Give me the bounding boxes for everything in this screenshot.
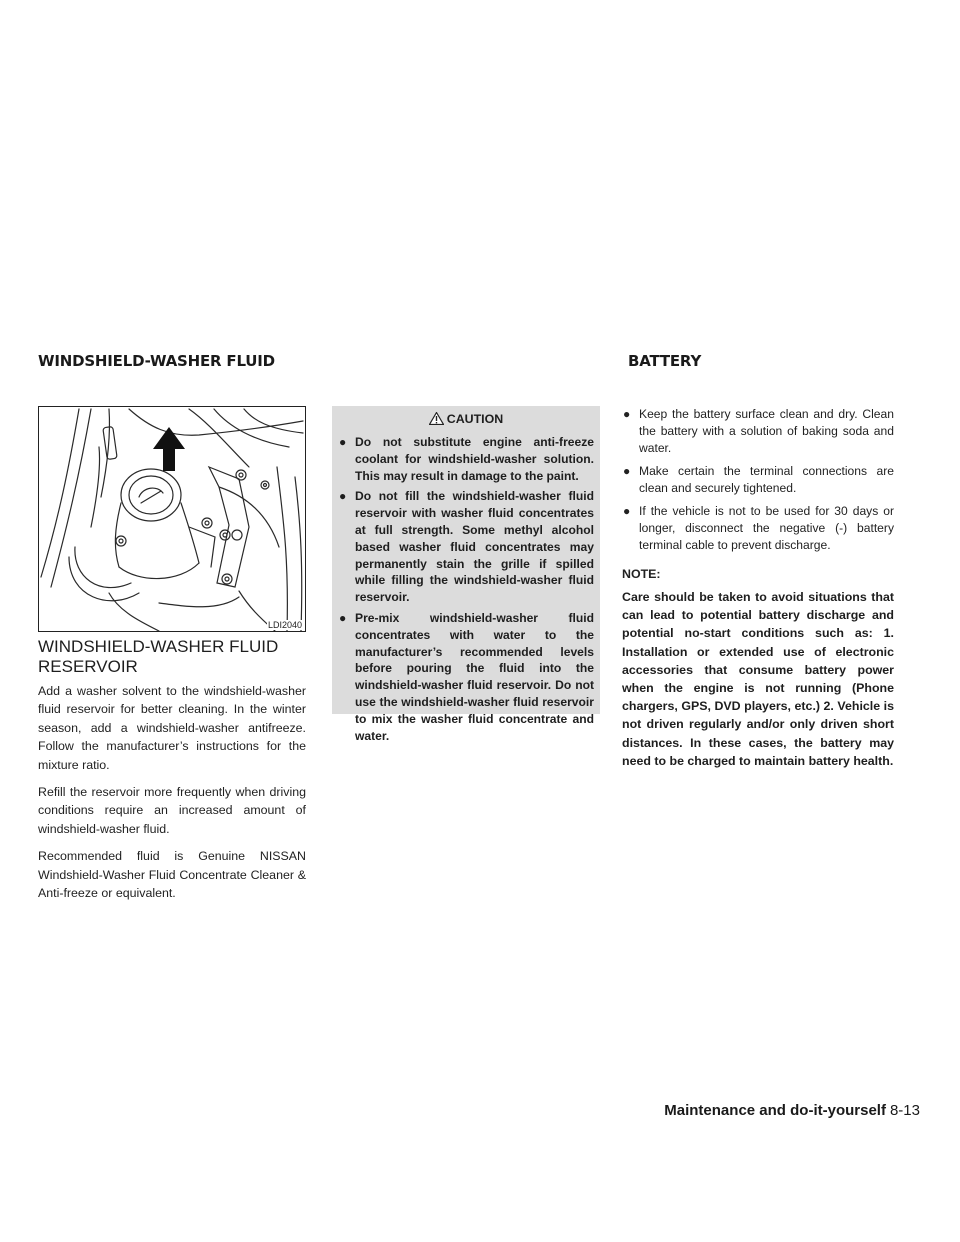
battery-section xyxy=(622,406,894,770)
arrow-up-icon xyxy=(153,427,185,471)
caution-box xyxy=(332,406,600,743)
note-label: NOTE: xyxy=(622,567,661,581)
battery-item: ● If the vehicle is not to be used for 30 days or longer, disconnect the negative (-) battery terminal cable to prevent discharge. xyxy=(623,504,894,552)
warning-icon xyxy=(429,412,444,430)
reservoir-paragraph: Add a washer solvent to the windshield-washer fluid reservoir for better cleaning. In the winter season, add a windshield-washer antifreeze. Follow the manufacturer’s instructions for the mixture ratio. xyxy=(38,684,306,772)
chapter-title: Maintenance and do-it-yourself xyxy=(664,1102,886,1119)
figure-label: LDI2040 xyxy=(267,620,302,630)
caution-item: ● Pre-mix windshield-washer fluid concentrates with water to the manufacturer’s recommended levels before pouring the fluid into the windshield-washer fluid reservoir. Do not use the windshield-washer fluid reservoir to mix the washer fluid concentrate and water. xyxy=(339,610,594,743)
page-footer xyxy=(664,1102,920,1119)
caution-list xyxy=(338,434,594,744)
engine-bay-drawing xyxy=(39,407,305,631)
battery-list xyxy=(622,406,894,554)
bullet-icon: ● xyxy=(339,489,347,504)
bullet-icon: ● xyxy=(339,610,347,625)
page-number: 8-13 xyxy=(889,1102,920,1119)
section-heading-windshield-washer-fluid: WINDSHIELD-WASHER FLUID xyxy=(38,352,275,370)
note-text: Care should be taken to avoid situations that can lead to potential battery discharge and potential no-start conditions such as: 1. Installation or extended use of electronic accessories that consume battery power when the engine is not running (Phone chargers, GPS, DVD players, etc.) 2. Vehicle is not driven regularly and/or only driven short distances. In these cases, the battery may need to be charged to maintain battery health. xyxy=(622,590,894,768)
bullet-icon: ● xyxy=(623,464,631,478)
washer-reservoir-illustration xyxy=(38,406,306,632)
caution-item: ● Do not fill the windshield-washer fluid reservoir with washer fluid concentrates at full strength. Some methyl alcohol based washer fluid concentrates may permanently stain the grille if spilled while filling the windshield-washer fluid reservoir. xyxy=(339,489,594,605)
reservoir-paragraph: Recommended fluid is Genuine NISSAN Windshield-Washer Fluid Concentrate Cleaner & Anti-freeze or equivalent. xyxy=(38,849,306,901)
section-heading-battery: BATTERY xyxy=(628,352,702,370)
caution-title xyxy=(338,410,594,430)
caution-title-text: CAUTION xyxy=(446,412,504,426)
bullet-icon: ● xyxy=(339,435,347,449)
reservoir-body xyxy=(38,682,306,911)
battery-item: ● Make certain the terminal connections are clean and securely tightened. xyxy=(623,464,894,495)
reservoir-title: WINDSHIELD-WASHER FLUID RESERVOIR xyxy=(38,637,279,676)
reservoir-paragraph: Refill the reservoir more frequently when driving conditions require an increased amount of windshield-washer fluid. xyxy=(38,785,306,836)
bullet-icon: ● xyxy=(623,504,631,518)
caution-item: ● Do not substitute engine anti-freeze coolant for windshield-washer solution. This may result in damage to the paint. xyxy=(339,435,594,483)
bullet-icon: ● xyxy=(623,407,631,421)
battery-item: ● Keep the battery surface clean and dry. Clean the battery with a solution of baking soda and water. xyxy=(623,407,894,455)
